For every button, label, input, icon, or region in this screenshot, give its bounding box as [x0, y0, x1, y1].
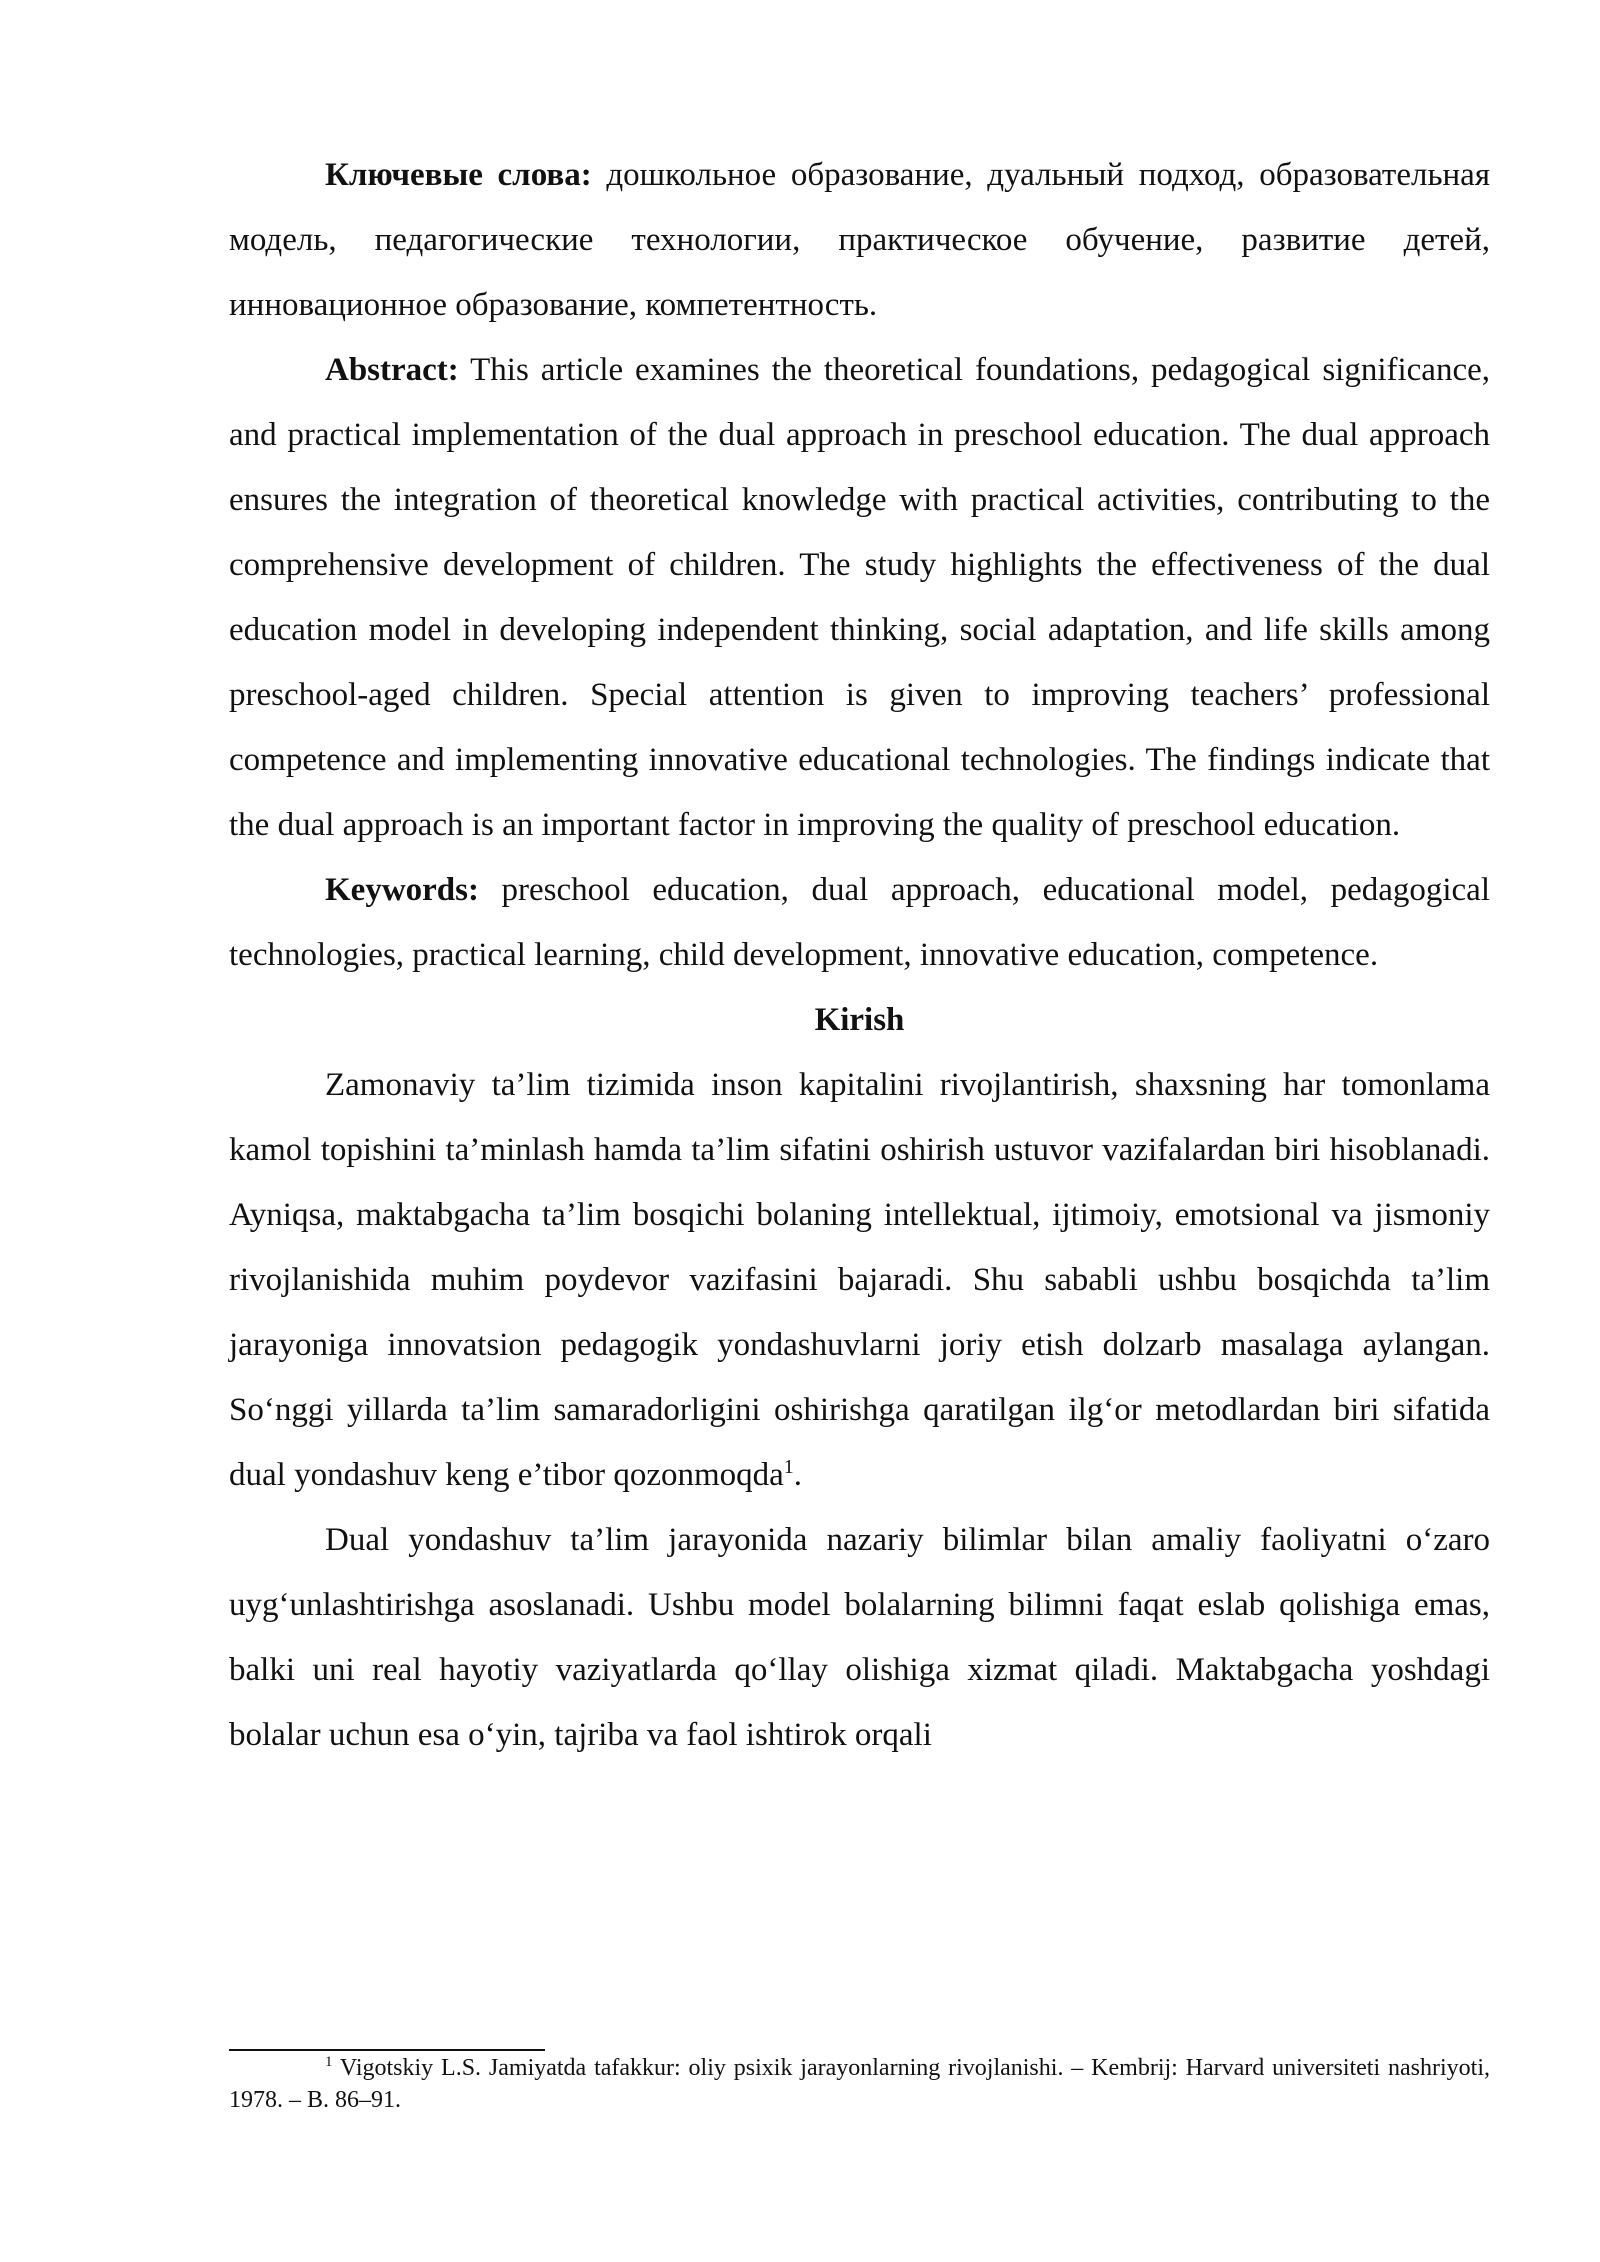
intro-paragraph-1: [229, 1053, 1490, 1508]
en-keywords-paragraph: [229, 858, 1490, 988]
ru-keywords-text: дошкольное образование, дуальный подход, образовательная модель, педагогические технологии, практическое обучение, развитие детей, инновационное образование, компетентность.: [229, 157, 1490, 323]
abstract-text: This article examines the theoretical foundations, pedagogical significance, and practical implementation of the dual approach in preschool education. The dual approach ensures the integration of theoretical knowledge with practical activities, contributing to the comprehensive development of children. The study highlights the effectiveness of the dual education model in developing independent thinking, social adaptation, and life skills among preschool-aged children. Special attention is given to improving teachers’ professional competence and implementing innovative educational technologies. The findings indicate that the dual approach is an important factor in improving the quality of preschool education.: [229, 352, 1490, 843]
footnote-reference[interactable]: 1: [783, 1456, 794, 1478]
footnote: [229, 2052, 1490, 2116]
footnote-number: 1: [325, 2054, 333, 2070]
intro-paragraph-2: Dual yondashuv ta’lim jarayonida nazariy bilimlar bilan amaliy faoliyatni o‘zaro uyg‘unlashtirishga asoslanadi. Ushbu model bolalarning bilimni faqat eslab qolishiga emas, balki uni real hayotiy vaziyatlarda qo‘llay olishiga xizmat qiladi. Maktabgacha yoshdagi bolalar uchun esa o‘yin, tajriba va faol ishtirok orqali: [229, 1522, 1490, 1753]
page-body: [229, 143, 1490, 1768]
section-heading: Kirish: [814, 1002, 905, 1038]
en-keywords-label: Keywords:: [325, 872, 479, 908]
abstract-paragraph: [229, 338, 1490, 858]
abstract-label: Abstract:: [325, 352, 459, 388]
intro-paragraph-1-text: Zamonaviy ta’lim tizimida inson kapitalini rivojlantirish, shaxsning har tomonlama kamol topishini ta’minlash hamda ta’lim sifatini oshirish ustuvor vazifalardan biri hisoblanadi. Ayniqsa, maktabgacha ta’lim bosqichi bolaning intellektual, ijtimoiy, emotsional va jismoniy rivojlanishida muhim poydevor vazifasini bajaradi. Shu sababli ushbu bosqichda ta’lim jarayoniga innovatsion pedagogik yondashuvlarni joriy etish dolzarb masalaga aylangan. So‘nggi yillarda ta’lim samaradorligini oshirishga qaratilgan ilg‘or metodlardan biri sifatida dual yondashuv keng e’tibor qozonmoqda: [229, 1067, 1490, 1493]
intro-paragraph-1-end: .: [793, 1457, 803, 1493]
footnote-separator: [229, 2049, 545, 2051]
footnote-text: Vigotskiy L.S. Jamiyatda tafakkur: oliy psixik jarayonlarning rivojlanishi. – Kembrij: Harvard universiteti nashriyoti, 1978. – B. 86–91.: [229, 2055, 1490, 2113]
en-keywords-text: preschool education, dual approach, educational model, pedagogical technologies, practical learning, child development, innovative education, competence.: [229, 872, 1490, 973]
ru-keywords-label: Ключевые слова:: [325, 157, 592, 193]
ru-keywords-paragraph: [229, 143, 1490, 338]
